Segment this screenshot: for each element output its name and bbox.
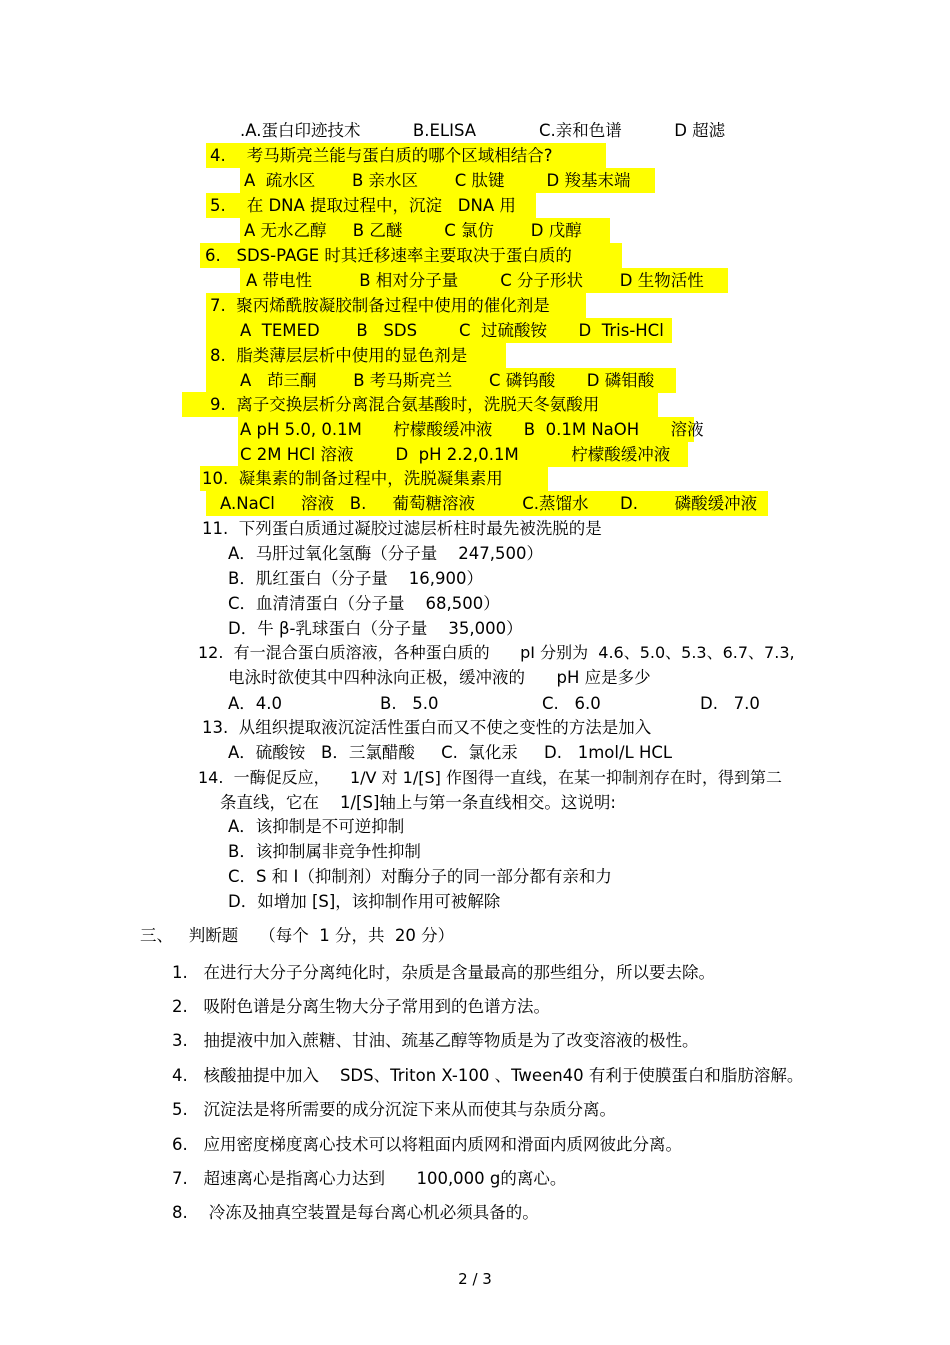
q13-options: A．硫酸铵 B．三氯醋酸 C. 氯化汞 D. 1mol/L HCL	[228, 743, 673, 762]
q14-option-d: D．如增加 [S]，该抑制作用可被解除	[228, 892, 501, 911]
q14-stem-line1: 14. 一酶促反应， 1/V 对 1/[S] 作图得一直线，在某一抑制剂存在时，得到第二	[198, 768, 782, 787]
q13-stem: 13. 从组织提取液沉淀活性蛋白而又不使之变性的方法是加入	[202, 718, 652, 737]
q12-option-a: A．4.0	[228, 694, 283, 713]
q6-stem: 6. SDS-PAGE 时其迁移速率主要取决于蛋白质的	[205, 246, 572, 265]
q11-option-d: D．牛 β-乳球蛋白（分子量 35,000）	[228, 619, 523, 638]
q12-option-c: C. 6.0	[542, 694, 601, 713]
judgment-item: 2. 吸附色谱是分离生物大分子常用到的色谱方法。	[172, 997, 550, 1016]
judgment-item: 6. 应用密度梯度离心技术可以将粗面内质网和滑面内质网彼此分离。	[172, 1135, 682, 1154]
q6-options: A 带电性 B 相对分子量 C 分子形状 D 生物活性	[246, 271, 704, 290]
q14-option-a: A．该抑制是不可逆抑制	[228, 817, 405, 836]
q3-options: .A.蛋白印迹技术 B.ELISA C.亲和色谱 D 超滤	[240, 121, 726, 140]
q4-stem: 4. 考马斯亮兰能与蛋白质的哪个区域相结合?	[210, 146, 553, 165]
q12-option-b: B. 5.0	[380, 694, 439, 713]
q11-stem: 11. 下列蛋白质通过凝胶过滤层析柱时最先被洗脱的是	[202, 519, 602, 538]
judgment-item: 1. 在进行大分子分离纯化时，杂质是含量最高的那些组分，所以要去除。	[172, 963, 715, 982]
q12-option-d: D. 7.0	[700, 694, 760, 713]
q11-option-c: C．血清清蛋白（分子量 68,500）	[228, 594, 500, 613]
q5-stem: 5. 在 DNA 提取过程中，沉淀 DNA 用	[210, 196, 516, 215]
q7-stem: 7. 聚丙烯酰胺凝胶制备过程中使用的催化剂是	[210, 296, 550, 315]
q9-options-line2: C 2M HCl 溶液 D pH 2.2,0.1M 柠檬酸缓冲液	[240, 445, 671, 464]
judgment-item: 4. 核酸抽提中加入 SDS、Triton X-100 、Tween40 有利于使膜蛋白和脂肪溶解。	[172, 1066, 804, 1085]
judgment-item: 5. 沉淀法是将所需要的成分沉淀下来从而使其与杂质分离。	[172, 1100, 616, 1119]
section3-title: 三、 判断题 （每个 1 分，共 20 分）	[140, 926, 455, 945]
q11-option-a: A．马肝过氧化氢酶（分子量 247,500）	[228, 544, 543, 563]
q8-options: A 茚三酮 B 考马斯亮兰 C 磷钨酸 D 磷钼酸	[240, 371, 655, 390]
q11-option-b: B．肌红蛋白（分子量 16,900）	[228, 569, 484, 588]
q12-stem-line2: 电泳时欲使其中四种泳向正极，缓冲液的 pH 应是多少	[228, 668, 651, 687]
page-number: 2 / 3	[458, 1270, 492, 1288]
q8-stem: 8. 脂类薄层层析中使用的显色剂是	[210, 346, 468, 365]
judgment-item: 7. 超速离心是指离心力达到 100,000 g的离心。	[172, 1169, 567, 1188]
q14-option-b: B．该抑制属非竞争性抑制	[228, 842, 421, 861]
q10-stem: 10. 凝集素的制备过程中，洗脱凝集素用	[202, 469, 503, 488]
q14-stem-line2: 条直线，它在 1/[S]轴上与第一条直线相交。这说明:	[220, 793, 616, 812]
q14-option-c: C．S 和 I（抑制剂）对酶分子的同一部分都有亲和力	[228, 867, 612, 886]
q9-stem: 9. 离子交换层析分离混合氨基酸时，洗脱天冬氨酸用	[210, 395, 600, 414]
q12-stem-line1: 12. 有一混合蛋白质溶液，各种蛋白质的 pI 分别为 4.6、5.0、5.3、6.7、7.3,	[198, 643, 795, 662]
q7-options: A TEMED B SDS C 过硫酸铵 D Tris-HCl	[240, 321, 664, 340]
judgment-item: 8. 冷冻及抽真空装置是每台离心机必须具备的。	[172, 1203, 539, 1222]
q4-options: A 疏水区 B 亲水区 C 肽键 D 羧基末端	[244, 171, 631, 190]
q5-options: A 无水乙醇 B 乙醚 C 氯仿 D 戊醇	[244, 221, 582, 240]
judgment-item: 3. 抽提液中加入蔗糖、甘油、巯基乙醇等物质是为了改变溶液的极性。	[172, 1031, 699, 1050]
q9-options-line1: A pH 5.0, 0.1M 柠檬酸缓冲液 B 0.1M NaOH 溶液	[240, 420, 704, 439]
q10-options: A.NaCl 溶液 B. 葡萄糖溶液 C.蒸馏水 D. 磷酸缓冲液	[220, 494, 758, 513]
